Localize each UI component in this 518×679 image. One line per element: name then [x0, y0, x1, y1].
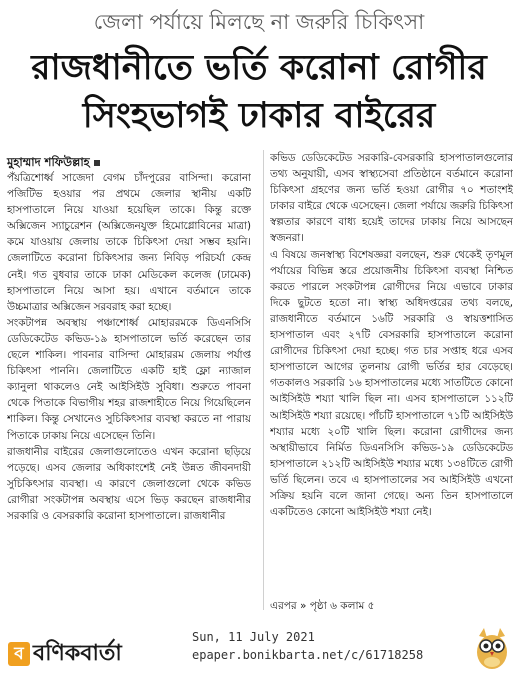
bonikbarta-logo-icon: ব — [8, 642, 30, 666]
continued-jump-line: এরপর » পৃষ্ঠা ৬ কলাম ৫ — [270, 600, 375, 612]
article-paragraph: সংকটাপন্ন অবস্থায় পঞ্চাশোর্ধ্ব মোহাররমকে ডিএনসিসি ডেডিকেটেড কভিড-১৯ হাসপাতালে ভর্তি করেছেন তার ছেলে শাকিল। পাবনার বাসিন্দা মোহাররম জেলায় পর্যাপ্ত চিকিৎসা পাননি। জেলাটিতে একটি হাই ফ্লো ন্যাজাল ক্যানুলা থাকলেও নেই আইসিইউ সুবিধা। শুরুতে পাবনা থেকে পিতাকে বিভাগীয় শহর রাজশাহীতে নিয়ে গিয়েছিলেন শাকিল। কিন্তু সেখানেও সুচিকিৎসার ব্যবস্থা করতে না পারায় পিতাকে ঢাকায় নিয়ে এসেছেন তিনি। — [7, 316, 251, 442]
footer — [0, 620, 518, 679]
publication-logo[interactable] — [8, 636, 122, 673]
column-divider — [263, 150, 264, 610]
headline-line-2: সিংহভাগই ঢাকার বাইরের — [82, 96, 436, 136]
byline-square-icon — [94, 160, 100, 166]
headline-line-1: রাজধানীতে ভর্তি করোনা রোগীর — [31, 48, 487, 88]
article-paragraph: পঁয়ত্রিশোর্ধ্ব সাজেদা বেগম চাঁদপুরের বাসিন্দা। করোনা পজিটিভ হওয়ার পর প্রথমে জেলার স্থানীয় একটি হাসপাতালে নিয়ে যাওয়া হয়েছিল তাকে। কিন্তু রক্তে অক্সিজেন স্যাচুরেশন (অক্সিজেনযুক্ত হিমোগ্লোবিনের মাত্রা) কমে যাওয়ায় জেলায় তাকে চিকিৎসা দেয়া সম্ভব হয়নি। জেলাটিতে করোনা চিকিৎসার জন্য নিবিড় পরিচর্যা কেন্দ্র নেই। গত বুধবার তাকে ঢাকা মেডিকেল কলেজ (ঢামেক) হাসপাতালে নিয়ে আসা হয়। এখানে বর্তমানে তাকে উচ্চমাত্রার অক্সিজেন সরবরাহ করা হচ্ছে। — [7, 172, 251, 313]
byline-author: মুহাম্মাদ শফিউল্লাহ — [7, 155, 90, 169]
owl-mascot-icon — [474, 626, 510, 670]
kicker-headline: জেলা পর্যায়ে মিলছে না জরুরি চিকিৎসা — [93, 10, 425, 34]
epaper-url[interactable]: epaper.bonikbarta.net/c/61718258 — [192, 648, 424, 662]
article-paragraph: রাজধানীর বাইরের জেলাগুলোতেও এখন করোনা ছড়িয়ে পড়েছে। এসব জেলার অধিকাংশেই নেই উন্নত জীবনদায়ী সুচিকিৎসার ব্যবস্থা। এ কারণে জেলাগুলো থেকে কভিড রোগীরা সংকটাপন্ন অবস্থায় এসে ভিড় করছেন রাজধানীর সরকারি ও বেসরকারি করোনা হাসপাতালে। রাজধানীর — [7, 445, 251, 522]
publication-date: Sun, 11 July 2021 — [192, 630, 315, 644]
article-paragraph: কভিড ডেডিকেটেড সরকারি-বেসরকারি হাসপাতালগুলোর তথ্য অনুযায়ী, এসব স্বাস্থ্যসেবা প্রতিষ্ঠানে বর্তমানে করোনা চিকিৎসা গ্রহণের জন্য ভর্তি হওয়া রোগীর ৭০ শতাংশই ঢাকার বাইরে থেকে এসেছেন। জেলা পর্যায়ে জরুরি চিকিৎসা স্বল্পতার কারণে বাধ্য হয়েই তাদের ঢাকায় নিয়ে আসছেন স্বজনরা। — [270, 152, 513, 245]
article-paragraph: এ বিষয়ে জনস্বাস্থ্য বিশেষজ্ঞরা বলছেন, শুরু থেকেই তৃণমূল পর্যায়ের বিভিন্ন স্তরে প্রয়োজনীয় চিকিৎসা ব্যবস্থা নিশ্চিত করতে পারলে সংকটাপন্ন রোগীদের নিয়ে এভাবে ঢাকার দিকে ছুটতে হতো না। স্বাস্থ্য অধিদপ্তরের তথ্য বলছে, রাজধানীতে বর্তমানে ১৬টি সরকারি ও স্বায়ত্তশাসিত হাসপাতাল এবং ২৭টি বেসরকারি হাসপাতালে করোনা রোগীদের চিকিৎসা দেয়া হচ্ছে। গত চার সপ্তাহ ধরে এসব হাসপাতালে আগের তুলনায় রোগী ভর্তির হার বেড়েছে। গতকালও সরকারি ১৬ হাসপাতালের মধ্যে সাতটিতে কোনো আইসিইউ শয্যা খালি ছিল না। এসব হাসপাতালে ১১২টি আইসিইউ শয্যা রয়েছে। পাঁচটি হাসপাতালে ৭১টি আইসিইউ শয্যার মধ্যে ২০টি খালি ছিল। করোনা রোগীদের জন্য অস্থায়ীভাবে নির্মিত ডিএনসিসি কভিড-১৯ ডেডিকেটেড হাসপাতালে ২১২টি আইসিইউ শয্যার মধ্যে ১৩৪টিতে রোগী ভর্তি ছিলেন। তবে এ হাসপাতালের সব আইসিইউ এখনো সক্রিয় হয়নি বলে জানা গেছে। অন্য তিন হাসপাতালে একটিতেও কোনো আইসিইউ শয্যা নেই। — [270, 248, 513, 519]
article-column-right — [270, 150, 513, 598]
logo-text: বণিকবার্তা — [33, 641, 122, 666]
article-column-left — [7, 170, 251, 610]
